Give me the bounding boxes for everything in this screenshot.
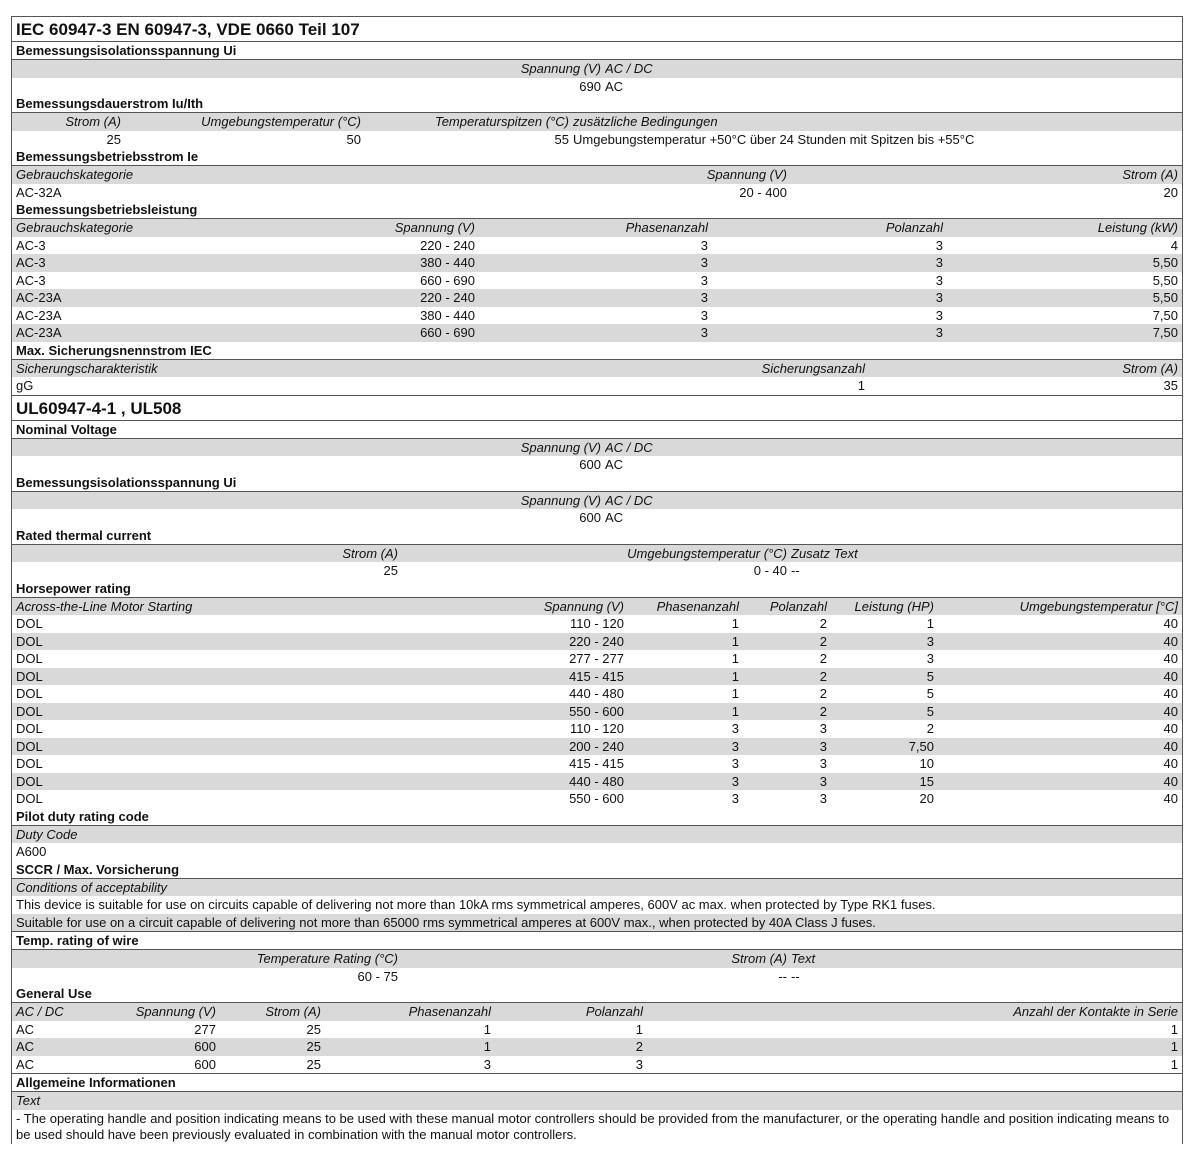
header-cell: zusätzliche Bedingungen <box>573 113 1182 131</box>
cell: 1 <box>325 1038 495 1056</box>
cell: 1 <box>495 1021 647 1039</box>
cell: 3 <box>712 289 947 307</box>
cell: 600 <box>112 1056 220 1074</box>
cell: 40 <box>938 738 1182 756</box>
table-row <box>12 289 1182 307</box>
cell: 3 <box>831 650 938 668</box>
cell: 3 <box>325 1056 495 1074</box>
header-cell: Text <box>12 1092 1182 1110</box>
cell: 200 - 240 <box>212 738 628 756</box>
ul-sccr-title: SCCR / Max. Vorsicherung <box>12 861 1182 879</box>
cell: 40 <box>938 668 1182 686</box>
value-cell: 25 <box>12 562 402 580</box>
value-cell: 25 <box>12 131 125 149</box>
header-cell: Spannung (V) <box>212 598 628 616</box>
header-cell: Strom (A) <box>220 1003 325 1021</box>
cell: 2 <box>743 615 831 633</box>
ul-nominal-voltage-title: Nominal Voltage <box>12 421 1182 439</box>
iec-max-fuse-title: Max. Sicherungsnennstrom IEC <box>12 342 1182 360</box>
table-row <box>12 738 1182 756</box>
ul-general-info-title: Allgemeine Informationen <box>12 1073 1182 1092</box>
cell: 1 <box>628 650 743 668</box>
cell: 550 - 600 <box>212 703 628 721</box>
ul-general-use-title: General Use <box>12 985 1182 1003</box>
ul-insulation-voltage-table <box>12 492 1182 527</box>
table-row <box>12 272 1182 290</box>
cell: AC-3 <box>12 272 242 290</box>
cell: DOL <box>12 738 212 756</box>
cell: 220 - 240 <box>242 237 479 255</box>
cell: 3 <box>479 254 712 272</box>
cell: AC-3 <box>12 237 242 255</box>
header-cell: Umgebungstemperatur (°C) <box>402 545 791 563</box>
table-row <box>12 1056 1182 1074</box>
cell: 25 <box>220 1038 325 1056</box>
horsepower-rows <box>12 615 1182 808</box>
value-cell: -- <box>791 968 1182 986</box>
cell: 40 <box>938 650 1182 668</box>
cell: 5,50 <box>947 272 1182 290</box>
cell: 3 <box>743 773 831 791</box>
cell: 5 <box>831 668 938 686</box>
cell: 5 <box>831 703 938 721</box>
table-row <box>12 755 1182 773</box>
header-cell: Leistung (HP) <box>831 598 938 616</box>
cell: 25 <box>220 1056 325 1074</box>
cell: 5,50 <box>947 289 1182 307</box>
value-cell: A600 <box>12 843 1182 861</box>
cell: 40 <box>938 720 1182 738</box>
ul-pilot-duty-table <box>12 826 1182 861</box>
cell: 3 <box>628 720 743 738</box>
value-cell: 55 <box>365 131 573 149</box>
cell: AC-3 <box>12 254 242 272</box>
ul-thermal-current-title: Rated thermal current <box>12 527 1182 545</box>
cell: 380 - 440 <box>242 307 479 325</box>
header-cell: Phasenanzahl <box>325 1003 495 1021</box>
cell: 3 <box>712 272 947 290</box>
table-row <box>12 237 1182 255</box>
cell: 1 <box>628 685 743 703</box>
iec-operating-power-title: Bemessungsbetriebsleistung <box>12 201 1182 219</box>
cell: DOL <box>12 615 212 633</box>
cell: 277 - 277 <box>212 650 628 668</box>
header-cell: Spannung (V) <box>12 492 605 510</box>
value-cell: -- <box>402 968 791 986</box>
header-cell: Duty Code <box>12 826 1182 844</box>
ul-pilot-duty-title: Pilot duty rating code <box>12 808 1182 826</box>
cell: 2 <box>743 650 831 668</box>
cell: 3 <box>743 755 831 773</box>
header-cell: Spannung (V) <box>412 166 791 184</box>
cell: 7,50 <box>831 738 938 756</box>
iec-max-fuse-table <box>12 360 1182 396</box>
header-cell: Strom (A) <box>12 113 125 131</box>
header-cell: Gebrauchskategorie <box>12 166 412 184</box>
table-row <box>12 685 1182 703</box>
iec-operating-power-table <box>12 219 1182 342</box>
header-cell: Leistung (kW) <box>947 219 1182 237</box>
cell: 3 <box>831 633 938 651</box>
cell: 3 <box>479 289 712 307</box>
ul-wire-rating-title: Temp. rating of wire <box>12 931 1182 950</box>
cell: DOL <box>12 755 212 773</box>
cell: 40 <box>938 790 1182 808</box>
cell: 40 <box>938 615 1182 633</box>
cell: 600 <box>112 1038 220 1056</box>
cell: 1 <box>831 615 938 633</box>
cell: AC <box>12 1021 112 1039</box>
value-cell: gG <box>12 377 512 395</box>
cell: DOL <box>12 773 212 791</box>
cell: 2 <box>495 1038 647 1056</box>
cell: AC-23A <box>12 324 242 342</box>
cell: AC <box>12 1038 112 1056</box>
table-row <box>12 703 1182 721</box>
cell: 277 <box>112 1021 220 1039</box>
cell: 660 - 690 <box>242 272 479 290</box>
cell: 2 <box>743 685 831 703</box>
table-row <box>12 615 1182 633</box>
value-cell: 0 - 40 <box>402 562 791 580</box>
header-cell: Strom (A) <box>12 545 402 563</box>
cell: DOL <box>12 685 212 703</box>
cell: 3 <box>712 254 947 272</box>
cell: 7,50 <box>947 324 1182 342</box>
value-cell: 600 <box>12 456 605 474</box>
cell: DOL <box>12 668 212 686</box>
header-cell: AC / DC <box>12 1003 112 1021</box>
table-row <box>12 720 1182 738</box>
header-cell: Sicherungsanzahl <box>512 360 869 378</box>
cell: 1 <box>628 633 743 651</box>
value-cell: 35 <box>869 377 1182 395</box>
table-row <box>12 650 1182 668</box>
value-cell: -- <box>791 562 1182 580</box>
cell: 7,50 <box>947 307 1182 325</box>
iec-thermal-current-table <box>12 113 1182 148</box>
header-cell: Polanzahl <box>495 1003 647 1021</box>
table-row <box>12 1021 1182 1039</box>
cell: 10 <box>831 755 938 773</box>
cell: AC-23A <box>12 307 242 325</box>
cell: 15 <box>831 773 938 791</box>
datasheet <box>11 16 1183 1144</box>
cell: DOL <box>12 650 212 668</box>
cell: 660 - 690 <box>242 324 479 342</box>
cell: 2 <box>743 668 831 686</box>
value-cell: AC <box>605 509 1182 527</box>
cell: 3 <box>743 738 831 756</box>
value-cell: Umgebungstemperatur +50°C über 24 Stunden mit Spitzen bis +55°C <box>573 131 1182 149</box>
cell: 3 <box>628 773 743 791</box>
header-cell: Polanzahl <box>743 598 831 616</box>
cell: 3 <box>712 324 947 342</box>
cell: 2 <box>743 703 831 721</box>
cell: 1 <box>647 1021 1182 1039</box>
iec-insulation-voltage-table <box>12 60 1182 95</box>
ul-sccr-table <box>12 879 1182 932</box>
cell: 440 - 480 <box>212 773 628 791</box>
cell: 40 <box>938 703 1182 721</box>
cell: 550 - 600 <box>212 790 628 808</box>
cell: 20 <box>831 790 938 808</box>
cell: 5 <box>831 685 938 703</box>
cell: 1 <box>628 615 743 633</box>
cell: 2 <box>743 633 831 651</box>
cell: 4 <box>947 237 1182 255</box>
table-row <box>12 773 1182 791</box>
cell: 380 - 440 <box>242 254 479 272</box>
header-cell: Conditions of acceptability <box>12 879 1182 897</box>
header-cell: Spannung (V) <box>112 1003 220 1021</box>
cell: 3 <box>628 755 743 773</box>
cell: 3 <box>743 720 831 738</box>
header-cell: Anzahl der Kontakte in Serie <box>647 1003 1182 1021</box>
ul-thermal-current-table <box>12 545 1182 580</box>
cell: 1 <box>628 668 743 686</box>
header-cell: Spannung (V) <box>12 60 605 78</box>
table-row <box>12 1038 1182 1056</box>
header-cell: Text <box>791 950 1182 968</box>
cell: 220 - 240 <box>242 289 479 307</box>
cell: 3 <box>628 738 743 756</box>
cell: 40 <box>938 685 1182 703</box>
ul-nominal-voltage-table <box>12 439 1182 474</box>
header-cell: Umgebungstemperatur (°C) <box>125 113 365 131</box>
cell: DOL <box>12 633 212 651</box>
header-cell: AC / DC <box>605 60 1182 78</box>
header-cell: Spannung (V) <box>242 219 479 237</box>
table-row <box>12 324 1182 342</box>
cell: 3 <box>712 307 947 325</box>
header-cell: Zusatz Text <box>791 545 1182 563</box>
cell: 3 <box>479 324 712 342</box>
header-cell: Strom (A) <box>402 950 791 968</box>
table-row <box>12 633 1182 651</box>
cell: 1 <box>325 1021 495 1039</box>
value-cell: AC <box>605 456 1182 474</box>
cell: 110 - 120 <box>212 615 628 633</box>
cell: 25 <box>220 1021 325 1039</box>
header-cell: Spannung (V) <box>12 439 605 457</box>
table-row <box>12 254 1182 272</box>
value-cell: 50 <box>125 131 365 149</box>
sccr-line: This device is suitable for use on circuits capable of delivering not more than 10kA rms symmetrical amperes, 600V ac max. when protected by Type RK1 fuses. <box>12 896 1182 914</box>
general-info-text: - The operating handle and position indicating means to be used with these manual motor controllers should be provided from the manufacturer, or the operating handle and position indicating means to be used should have been previously evaluated in combination with the manual motor controllers. <box>16 1110 1170 1142</box>
cell: 40 <box>938 773 1182 791</box>
value-cell: 60 - 75 <box>12 968 402 986</box>
sccr-line: Suitable for use on a circuit capable of delivering not more than 65000 rms symmetrical amperes at 600V max., when protected by 40A Class J fuses. <box>12 914 1182 932</box>
ul-general-use-table <box>12 1003 1182 1073</box>
iec-operating-current-title: Bemessungsbetriebsstrom Ie <box>12 148 1182 166</box>
cell: 1 <box>647 1056 1182 1074</box>
header-cell: Phasenanzahl <box>479 219 712 237</box>
iec-insulation-voltage-title: Bemessungsisolationsspannung Ui <box>12 42 1182 60</box>
header-cell: Gebrauchskategorie <box>12 219 242 237</box>
header-cell: Across-the-Line Motor Starting <box>12 598 212 616</box>
header-cell: Umgebungstemperatur [°C] <box>938 598 1182 616</box>
cell: 2 <box>831 720 938 738</box>
cell: 3 <box>479 272 712 290</box>
iec-operating-current-table <box>12 166 1182 201</box>
cell: 5,50 <box>947 254 1182 272</box>
cell: 220 - 240 <box>212 633 628 651</box>
value-cell: AC <box>605 78 1182 96</box>
cell: 1 <box>647 1038 1182 1056</box>
cell: 110 - 120 <box>212 720 628 738</box>
cell: 40 <box>938 633 1182 651</box>
iec-thermal-current-title: Bemessungsdauerstrom Iu/Ith <box>12 95 1182 113</box>
header-cell: AC / DC <box>605 439 1182 457</box>
cell: DOL <box>12 720 212 738</box>
cell: 3 <box>479 237 712 255</box>
iec-standard-title: IEC 60947-3 EN 60947-3, VDE 0660 Teil 107 <box>12 17 1182 42</box>
cell: 3 <box>479 307 712 325</box>
value-cell: AC-32A <box>12 184 412 202</box>
value-cell: 20 <box>791 184 1182 202</box>
header-cell: Temperaturspitzen (°C) <box>365 113 573 131</box>
header-cell: Sicherungscharakteristik <box>12 360 512 378</box>
cell: AC <box>12 1056 112 1074</box>
ul-wire-rating-table <box>12 950 1182 985</box>
header-cell: Temperature Rating (°C) <box>12 950 402 968</box>
header-cell: AC / DC <box>605 492 1182 510</box>
header-cell: Phasenanzahl <box>628 598 743 616</box>
cell: 415 - 415 <box>212 755 628 773</box>
cell: DOL <box>12 790 212 808</box>
cell: 1 <box>628 703 743 721</box>
value-cell: 1 <box>512 377 869 395</box>
table-row <box>12 790 1182 808</box>
table-row <box>12 668 1182 686</box>
cell: AC-23A <box>12 289 242 307</box>
cell: DOL <box>12 703 212 721</box>
ul-standard-title: UL60947-4-1 , UL508 <box>12 396 1182 421</box>
cell: 40 <box>938 755 1182 773</box>
cell: 3 <box>628 790 743 808</box>
header-cell: Polanzahl <box>712 219 947 237</box>
cell: 3 <box>712 237 947 255</box>
ul-horsepower-title: Horsepower rating <box>12 580 1182 598</box>
header-cell: Strom (A) <box>869 360 1182 378</box>
value-cell: 690 <box>12 78 605 96</box>
ul-general-info-table <box>12 1092 1182 1110</box>
cell: 440 - 480 <box>212 685 628 703</box>
header-cell: Strom (A) <box>791 166 1182 184</box>
cell: 3 <box>743 790 831 808</box>
value-cell: 600 <box>12 509 605 527</box>
cell: 3 <box>495 1056 647 1074</box>
table-row <box>12 307 1182 325</box>
value-cell: 20 - 400 <box>412 184 791 202</box>
ul-horsepower-table <box>12 598 1182 808</box>
ul-insulation-voltage-title: Bemessungsisolationsspannung Ui <box>12 474 1182 492</box>
cell: 415 - 415 <box>212 668 628 686</box>
